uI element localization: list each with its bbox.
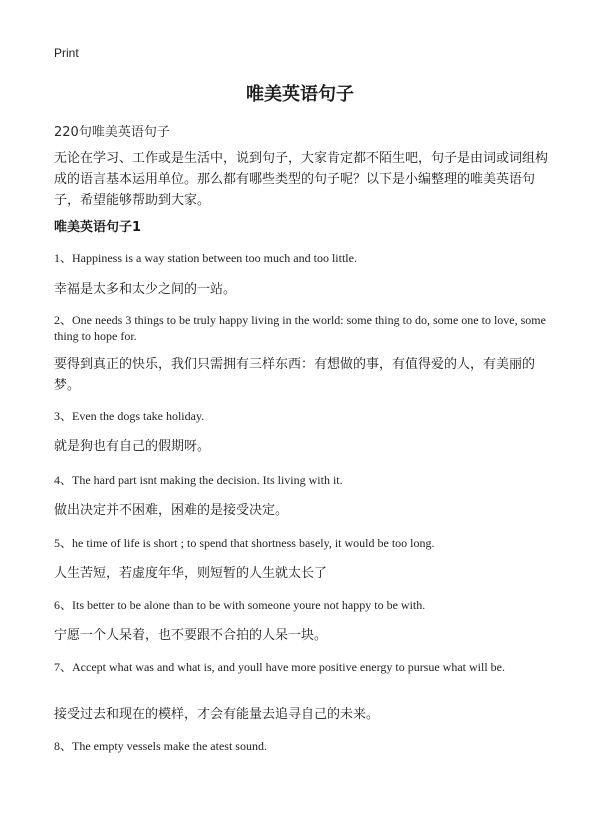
sentence-en-4: 4、The hard part isnt making the decision. Its living with it. bbox=[54, 473, 343, 487]
sentence-en-3: 3、Even the dogs take holiday. bbox=[54, 409, 205, 423]
intro-paragraph: 无论在学习、工作或是生活中，说到句子，大家肯定都不陌生吧，句子是由词或词组构成的语言基本运用单位。那么都有哪些类型的句子呢？以下是小编整理的唯美英语句子，希望能够帮助到大家。 bbox=[54, 151, 549, 208]
sentence-zh-3: 就是狗也有自己的假期呀。 bbox=[54, 439, 211, 454]
sentence-zh-6: 宁愿一个人呆着，也不要跟不合拍的人呆一块。 bbox=[54, 628, 328, 643]
sentence-zh-7: 接受过去和现在的模样，才会有能量去追寻自己的未来。 bbox=[54, 707, 380, 722]
sentence-en-1: 1、Happiness is a way station between too much and too little. bbox=[54, 251, 357, 265]
sentence-zh-2: 要得到真正的快乐，我们只需拥有三样东西：有想做的事，有值得爱的人，有美丽的梦。 bbox=[54, 357, 536, 393]
sentence-en-2: 2、One needs 3 things to be truly happy living in the world: some thing to do, some one to love, some thing to hope for. bbox=[54, 313, 546, 343]
sentence-en-6: 6、Its better to be alone than to be with someone youre not happy to be with. bbox=[54, 598, 426, 612]
subtitle: 220句唯美英语句子 bbox=[54, 125, 170, 140]
sentence-en-7: 7、Accept what was and what is, and youll have more positive energy to pursue what will be. bbox=[54, 660, 506, 674]
section-heading: 唯美英语句子1 bbox=[54, 220, 142, 235]
print-link[interactable]: Print bbox=[54, 46, 79, 60]
sentence-zh-5: 人生苦短，若虚度年华，则短暂的人生就太长了 bbox=[54, 566, 328, 581]
sentence-en-8: 8、The empty vessels make the atest sound. bbox=[54, 739, 267, 753]
page-title: 唯美英语句子 bbox=[246, 84, 354, 105]
sentence-en-5: 5、he time of life is short ; to spend that shortness basely, it would be too long. bbox=[54, 536, 435, 550]
sentence-zh-1: 幸福是太多和太少之间的一站。 bbox=[54, 282, 237, 297]
sentence-zh-4: 做出决定并不困难，困难的是接受决定。 bbox=[54, 503, 289, 518]
